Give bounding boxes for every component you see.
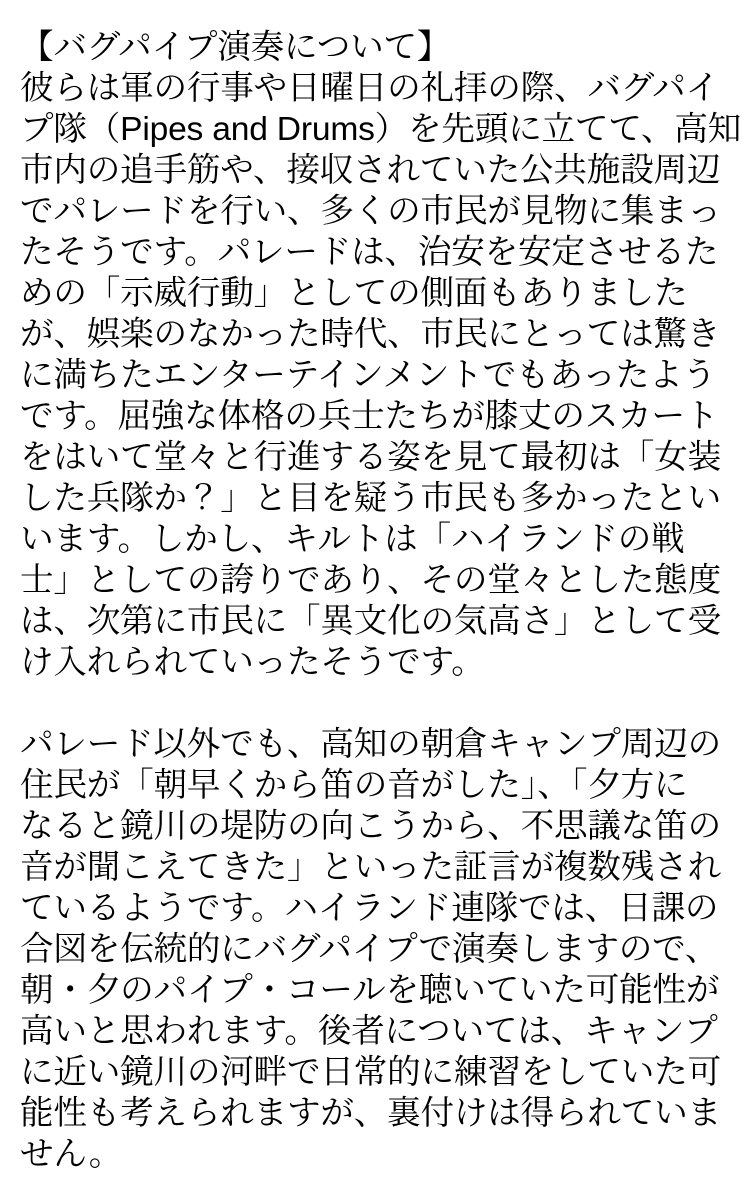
text-line: ているようです。ハイランド連隊では、日課の bbox=[20, 890, 719, 927]
text-line: でパレードを行い、多くの市民が見物に集まっ bbox=[20, 193, 721, 230]
text-line: います。しかし、キルトは「ハイランドの戦 bbox=[20, 521, 685, 558]
text-line: 士」としての誇りであり、その堂々とした態度 bbox=[20, 562, 721, 599]
text-line: をはいて堂々と行進する姿を見て最初は「女装 bbox=[20, 439, 721, 476]
text-line: 能性も考えられますが、裏付けは得られていま bbox=[20, 1095, 721, 1132]
text-line: せん。 bbox=[20, 1136, 123, 1173]
text-line: パレード以外でも、高知の朝倉キャンプ周辺の bbox=[20, 726, 721, 763]
text-line: 合図を伝統的にバグパイプで演奏しますので、 bbox=[20, 931, 719, 968]
text-line: 朝・夕のパイプ・コールを聴いていた可能性が bbox=[20, 972, 720, 1009]
text-line: です。屈強な体格の兵士たちが膝丈のスカート bbox=[20, 398, 719, 435]
text-line: け入れられていったそうです。 bbox=[20, 644, 485, 681]
text-line: 音が聞こえてきた」といった証言が複数残され bbox=[20, 849, 721, 886]
paragraph-bagpipe-parade bbox=[20, 68, 742, 683]
text-line: に満ちたエンターテインメントでもあったよう bbox=[20, 357, 716, 394]
text-line: 住民が「朝早くから笛の音がした」、「夕方に bbox=[20, 767, 688, 804]
text-line: 市内の追手筋や、接収されていた公共施設周辺 bbox=[20, 152, 721, 189]
text-line: した兵隊か？」と目を疑う市民も多かったとい bbox=[20, 480, 721, 517]
text-line: なると鏡川の堤防の向こうから、不思議な笛の bbox=[20, 808, 721, 845]
paragraph-camp-testimonies bbox=[20, 724, 731, 1175]
text-line: 彼らは軍の行事や日曜日の礼拝の際、バグパイ bbox=[20, 70, 719, 107]
text-line: に近い鏡川の河畔で日常的に練習をしていた可 bbox=[20, 1054, 721, 1091]
text-line: めの「示威行動」としての側面もありました bbox=[20, 275, 688, 312]
text-line: 高いと思われます。後者については、キャンプ bbox=[20, 1013, 718, 1050]
section-heading: 【バグパイプ演奏について】 bbox=[20, 29, 451, 66]
text-line: は、次第に市民に「異文化の気高さ」として受 bbox=[20, 603, 721, 640]
text-line: プ隊（Pipes and Drums）を先頭に立てて、高知 bbox=[20, 111, 742, 148]
text-line: たそうです。パレードは、治安を安定させるた bbox=[20, 234, 719, 271]
text-line: が、娯楽のなかった時代、市民にとっては驚き bbox=[20, 316, 721, 353]
